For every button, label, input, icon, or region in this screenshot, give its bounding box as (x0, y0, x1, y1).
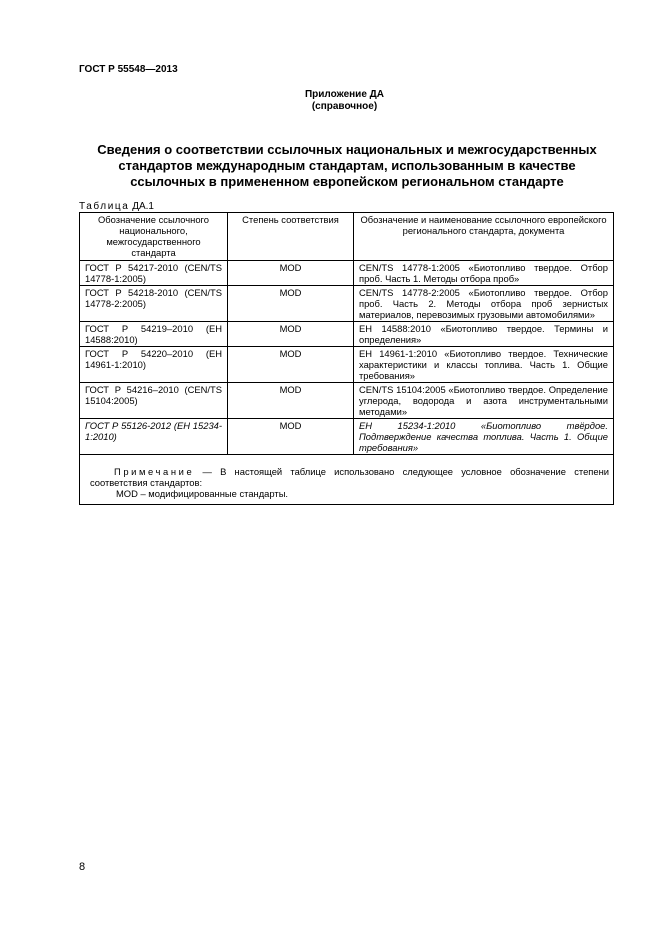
european-standard-cell: CEN/TS 15104:2005 «Биотопливо твердое. Определение углерода, водорода и азота инструментальными методами» (354, 383, 614, 419)
heading-line-1: Сведения о соответствии ссылочных национальных и межгосударственных (97, 142, 597, 157)
table-caption-number: ДА.1 (129, 201, 154, 212)
table-note-row (80, 455, 614, 505)
table-note (80, 455, 614, 505)
table-row (80, 383, 614, 419)
table-header-row (80, 213, 614, 261)
national-standard-cell: ГОСТ Р 55126-2012 (ЕН 15234-1:2010) (80, 419, 228, 455)
table-row (80, 347, 614, 383)
note-text (90, 466, 609, 488)
degree-cell: MOD (228, 322, 354, 347)
page-number: 8 (79, 861, 86, 873)
national-standard-cell: ГОСТ Р 54219–2010 (ЕН 14588:2010) (80, 322, 228, 347)
table-row (80, 419, 614, 455)
correspondence-table (79, 212, 614, 505)
section-heading (79, 142, 615, 190)
heading-line-3: ссылочных в примененном европейском региональном стандарте (130, 174, 564, 189)
table-caption (79, 201, 154, 212)
table-caption-label: Таблица (79, 201, 130, 212)
document-code: ГОСТ Р 55548—2013 (79, 64, 178, 75)
table-row (80, 286, 614, 322)
table-row (80, 261, 614, 286)
table-row (80, 322, 614, 347)
european-standard-cell: ЕН 15234-1:2010 «Биотопливо твёрдое. Подтверждение качества топлива. Часть 1. Общие требования» (354, 419, 614, 455)
european-standard-cell: CEN/TS 14778-2:2005 «Биотопливо твердое. Отбор проб. Часть 2. Методы отбора проб зернистых материалов, перевозимых грузовыми автомобилями» (354, 286, 614, 322)
european-standard-cell: ЕН 14961-1:2010 «Биотопливо твердое. Технические характеристики и классы топлива. Часть 1. Общие требования» (354, 347, 614, 383)
column-header-national: Обозначение ссылочного национального, межгосударственного стандарта (80, 213, 228, 261)
note-body: — В настоящей таблице использовано следующее условное обозначение степени соответствия стандартов: (90, 466, 609, 488)
european-standard-cell: ЕН 14588:2010 «Биотопливо твердое. Термины и определения» (354, 322, 614, 347)
degree-cell: MOD (228, 286, 354, 322)
degree-cell: MOD (228, 383, 354, 419)
column-header-degree: Степень соответствия (228, 213, 354, 261)
european-standard-cell: CEN/TS 14778-1:2005 «Биотопливо твердое. Отбор проб. Часть 1. Методы отбора проб» (354, 261, 614, 286)
heading-line-2: стандартов международным стандартам, использованным в качестве (118, 158, 576, 173)
national-standard-cell: ГОСТ Р 54217-2010 (CEN/TS 14778-1:2005) (80, 261, 228, 286)
national-standard-cell: ГОСТ Р 54220–2010 (ЕН 14961-1:2010) (80, 347, 228, 383)
appendix-subtitle: (справочное) (311, 101, 378, 112)
degree-cell: MOD (228, 347, 354, 383)
appendix-title: Приложение ДА (304, 89, 385, 100)
degree-cell: MOD (228, 261, 354, 286)
degree-cell: MOD (228, 419, 354, 455)
appendix-heading (0, 89, 661, 113)
column-header-european: Обозначение и наименование ссылочного европейского регионального стандарта, документа (354, 213, 614, 261)
note-mod-definition: MOD – модифицированные стандарты. (116, 488, 289, 499)
note-label: Примечание (114, 466, 195, 477)
national-standard-cell: ГОСТ Р 54218-2010 (CEN/TS 14778-2:2005) (80, 286, 228, 322)
national-standard-cell: ГОСТ Р 54216–2010 (CEN/TS 15104:2005) (80, 383, 228, 419)
